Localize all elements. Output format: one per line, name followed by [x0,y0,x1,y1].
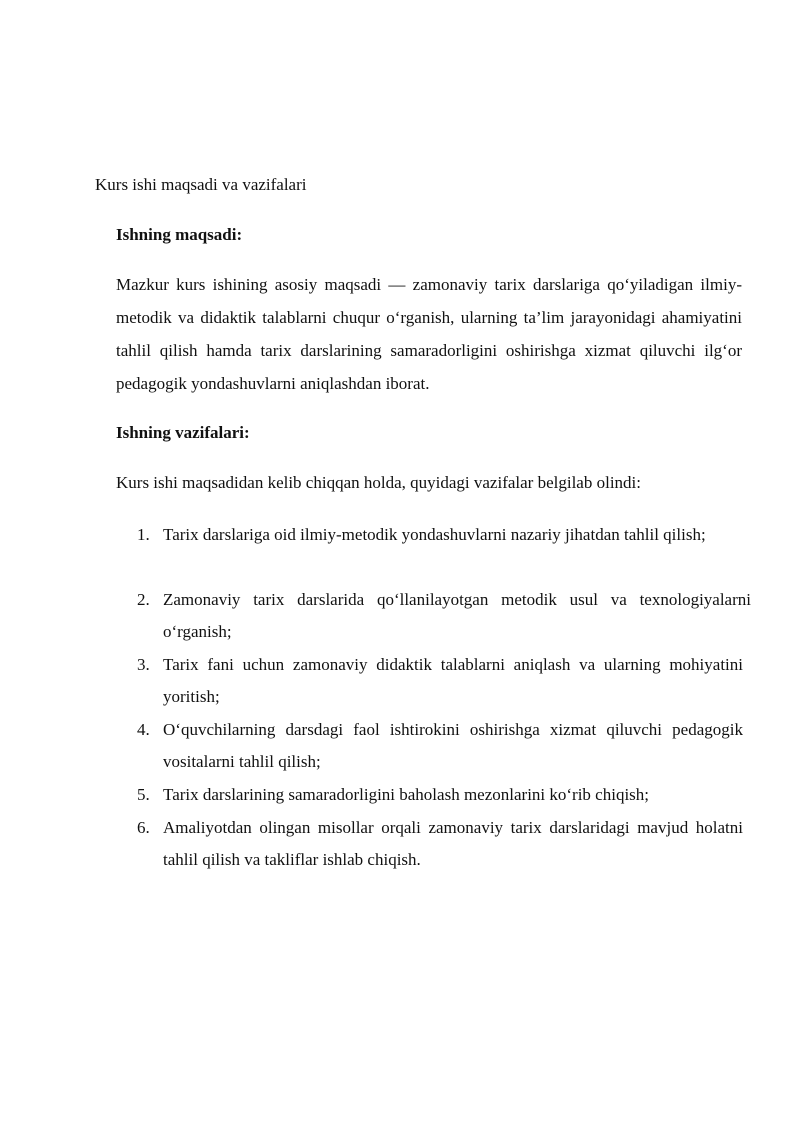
list-item [137,714,750,778]
document-title: Kurs ishi maqsadi va vazifalari [95,175,307,194]
list-item [137,812,750,876]
goal-paragraph: Mazkur kurs ishining asosiy maqsadi — zamonaviy tarix darslariga qo‘yiladigan ilmiy-metodik va didaktik talablarni chuqur o‘rganish, ularning ta’lim jarayonidagi ahamiyatini tahlil qilish hamda tarix darslarining samaradorligini oshirishga xizmat qiluvchi ilg‘or pedagogik yondashuvlarni aniqlashdan iborat. [116,275,742,393]
tasks-intro: Kurs ishi maqsadidan kelib chiqqan holda, quyidagi vazifalar belgilab olindi: [116,473,641,492]
list-item-number: 2. [137,590,150,609]
list-item-number: 6. [137,818,150,837]
list-item [137,649,750,713]
list-item-text: Zamonaviy tarix darslarida qo‘llanilayotgan metodik usul va texnologiyalarni o‘rganish; [163,590,751,641]
list-item [137,779,750,811]
list-item-number: 3. [137,655,150,674]
tasks-heading: Ishning vazifalari: [116,423,250,442]
list-item-text: Tarix darslariga oid ilmiy-metodik yondashuvlarni nazariy jihatdan tahlil qilish; [163,525,706,544]
list-item-number: 4. [137,720,150,739]
list-item-number: 1. [137,525,150,544]
list-item [137,519,750,551]
goal-heading: Ishning maqsadi: [116,225,243,244]
list-item-text: Tarix darslarining samaradorligini baholash mezonlarini ko‘rib chiqish; [163,785,650,804]
list-item-text: Amaliyotdan olingan misollar orqali zamonaviy tarix darslaridagi mavjud holatni tahlil qilish va takliflar ishlab chiqish. [163,818,743,869]
list-item-text: O‘quvchilarning darsdagi faol ishtirokini oshirishga xizmat qiluvchi pedagogik vositalarni tahlil qilish; [163,720,743,771]
list-item [137,584,750,648]
list-item-text: Tarix fani uchun zamonaviy didaktik talablarni aniqlash va ularning mohiyatini yoritish; [163,655,743,706]
list-item-number: 5. [137,785,150,804]
